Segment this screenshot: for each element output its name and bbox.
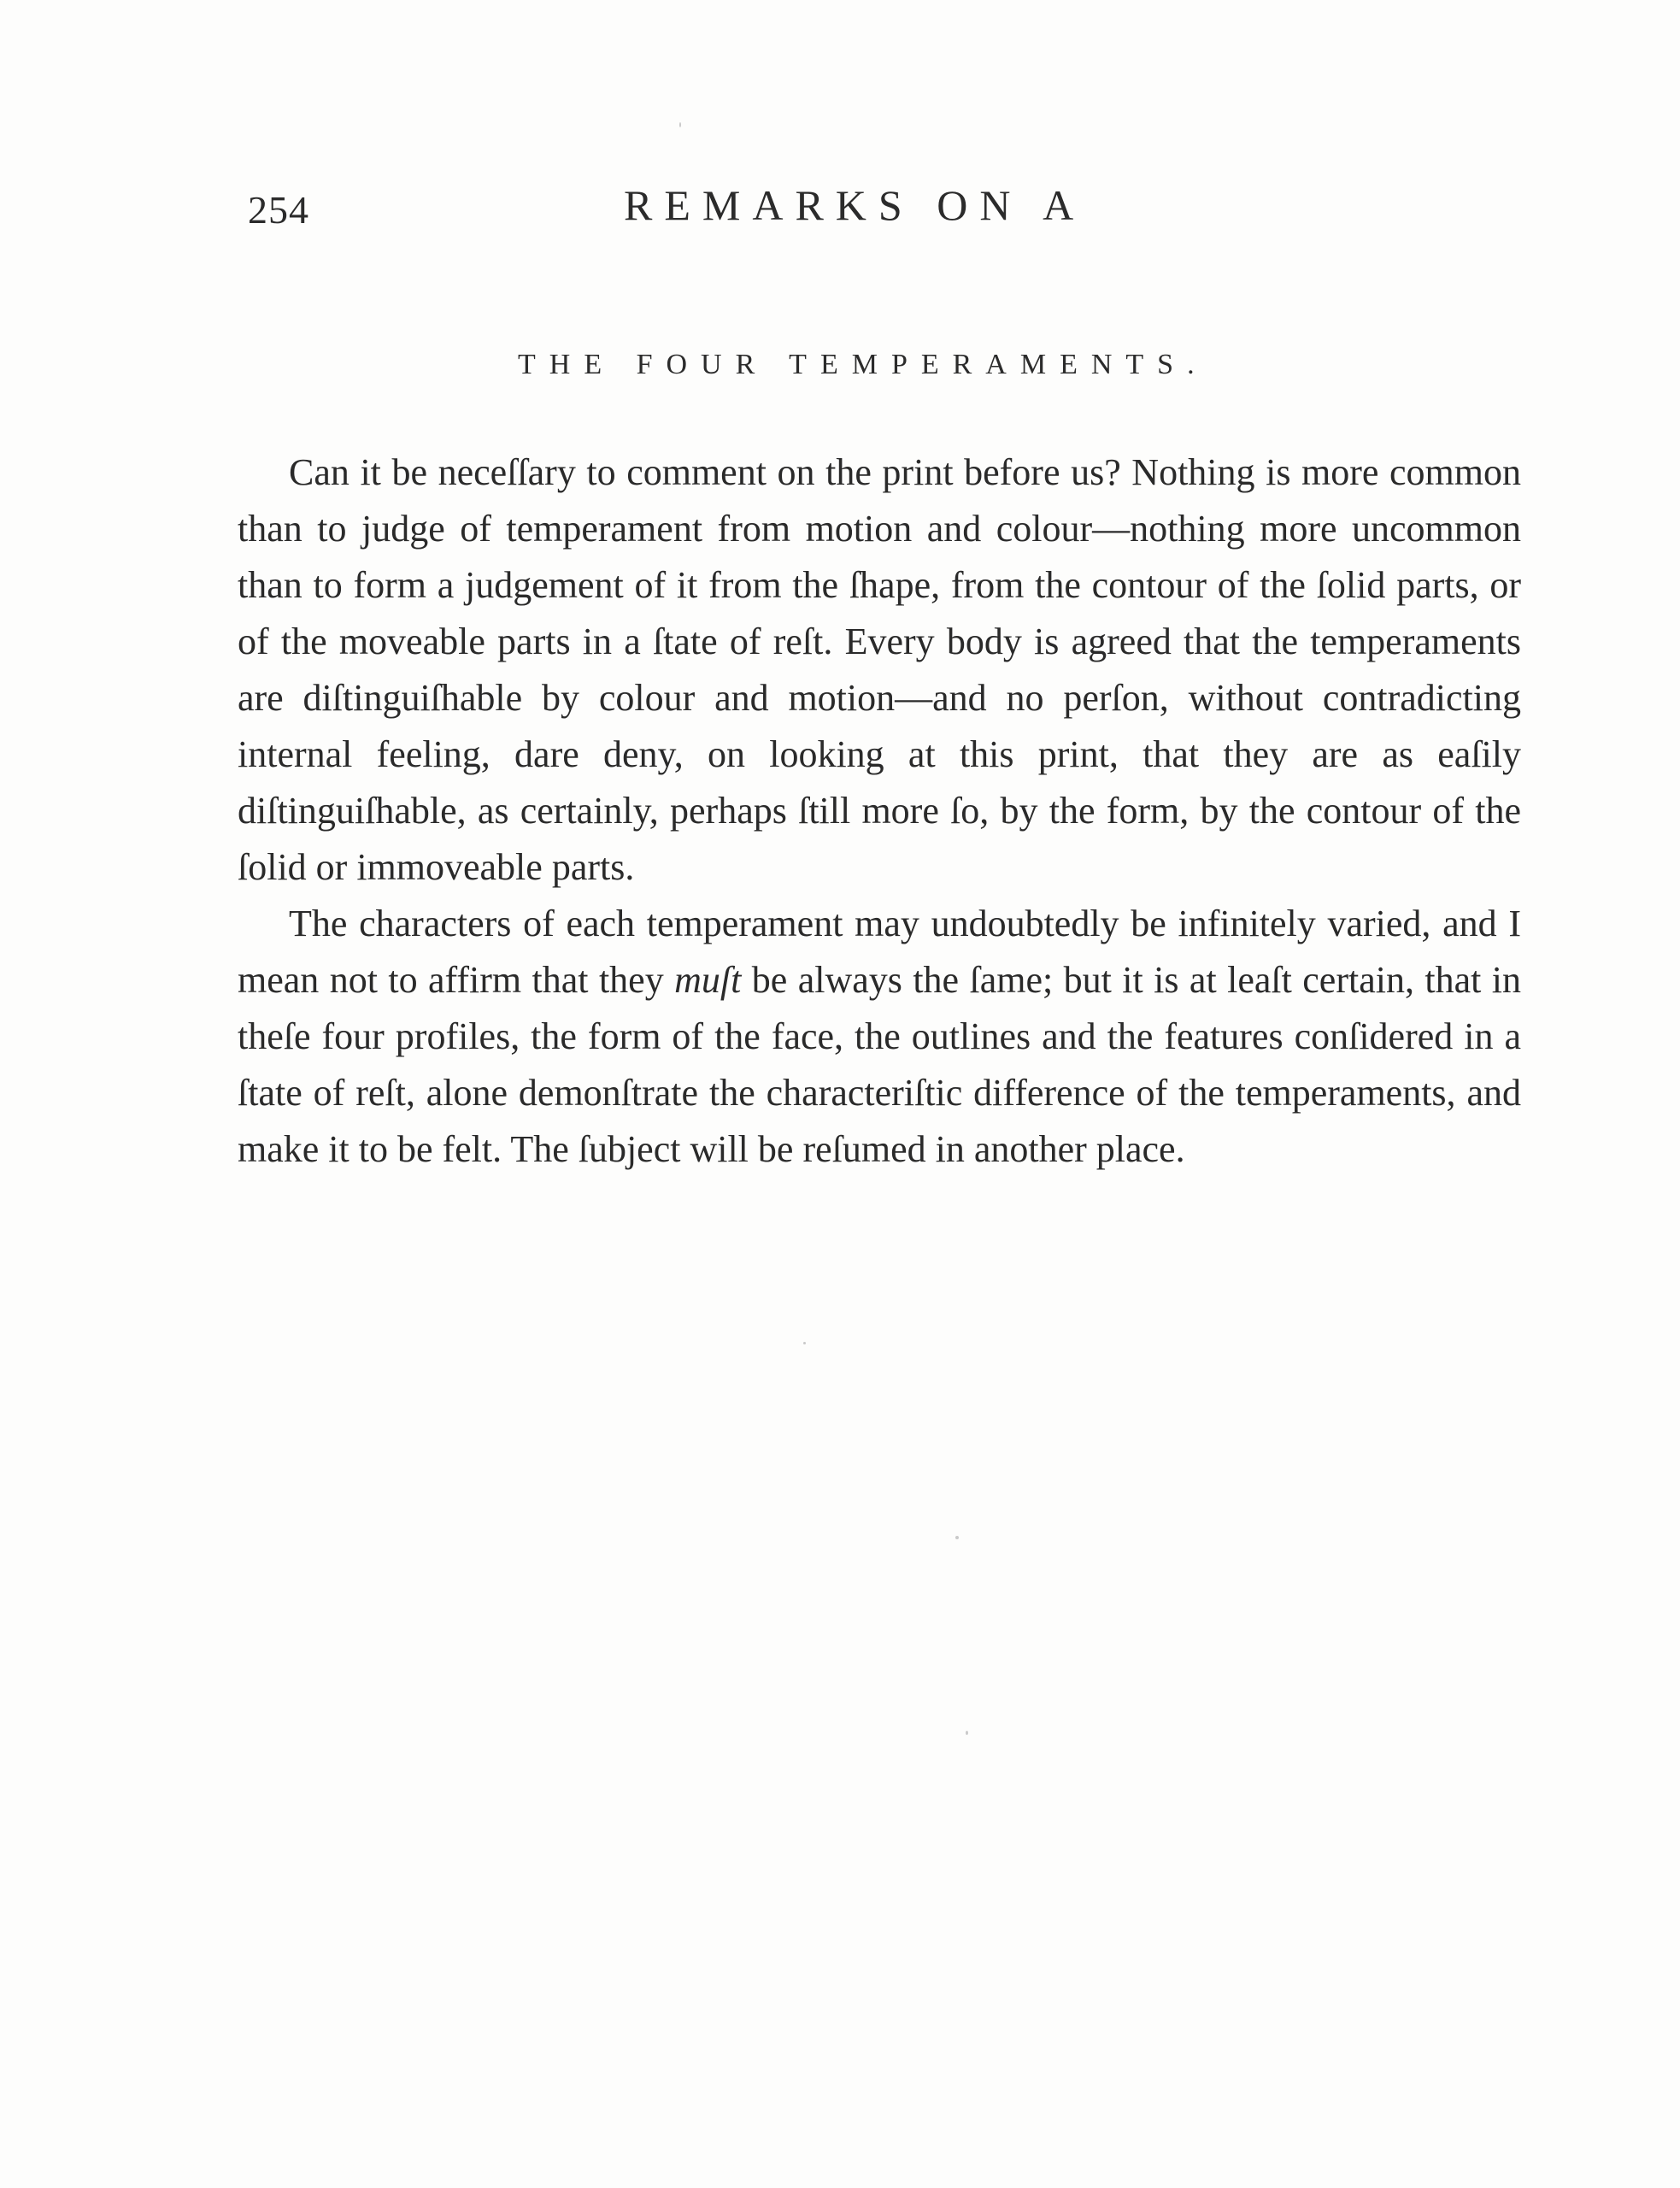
- paragraph-2: [238, 896, 1521, 1178]
- paper-speck: [966, 1731, 968, 1735]
- paragraph-1: Can it be neceſſary to comment on the print before us? Nothing is more common than to judge of temperament from motion and colour—nothing more uncommon than to form a judgement of it from the ſhape, from the contour of the ſolid parts, or of the moveable parts in a ſtate of reſt. Every body is agreed that the temperaments are diſtinguiſhable by colour and motion—and no perſon, without contradicting internal feeling, dare deny, on looking at this print, that they are as eaſily diſtinguiſhable, as certainly, perhaps ſtill more ſo, by the form, by the contour of the ſolid or immoveable parts.: [238, 451, 1521, 888]
- paper-speck: [679, 122, 681, 127]
- paper-speck: [803, 1342, 806, 1344]
- emphasized-word: muſt: [674, 959, 742, 1001]
- page-number: 254: [248, 188, 309, 232]
- section-title: THE FOUR TEMPERAMENTS.: [518, 349, 1208, 380]
- body-text: [238, 444, 1521, 1178]
- paragraph-2-part-1: The characters of each temperament may undoubtedly be infinitely varied, and I mean not to affirm that they: [238, 903, 1521, 1001]
- paragraph-2-part-2: be always the ſame; but it is at leaſt certain, that in theſe four profiles, the form of the face, the outlines and the features conſidered in a ſtate of reſt, alone demonſtrate the characteriſtic difference of the temperaments, and make it to be felt. The ſubject will be reſumed in another place.: [238, 959, 1521, 1170]
- paper-speck: [955, 1536, 959, 1539]
- running-head: [248, 175, 1513, 235]
- running-title: REMARKS ON A: [624, 181, 1086, 229]
